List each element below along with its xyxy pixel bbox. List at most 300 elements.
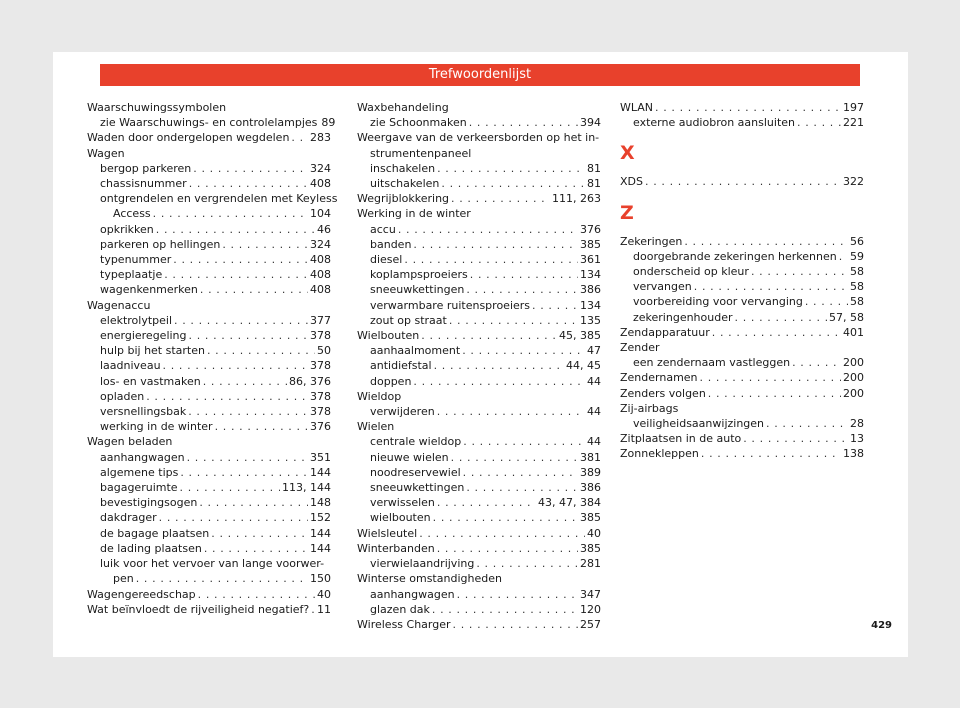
index-entry-term: verwarmbare ruitensproeiers — [370, 298, 531, 312]
dot-leader — [180, 465, 308, 480]
index-subheading: luik voor het vervoer van lange voorwer- — [100, 557, 325, 571]
index-entry — [357, 617, 601, 632]
index-entry-page: 44 — [587, 405, 601, 419]
dot-leader — [434, 358, 564, 373]
index-entry-term: Winterbanden — [357, 541, 435, 555]
dot-leader — [199, 495, 308, 510]
index-entry-term: Wagengereedschap — [87, 587, 196, 601]
index-entry-page: 283 — [310, 131, 331, 145]
index-entry — [620, 234, 864, 249]
index-entry — [87, 404, 331, 419]
dot-leader — [684, 234, 848, 249]
index-entry-page: 200 — [843, 386, 864, 400]
index-entry-term: werking in de winter — [100, 420, 213, 434]
index-entry-page: 347 — [580, 587, 601, 601]
index-subheading: strumentenpaneel — [370, 146, 472, 160]
index-entry — [357, 480, 601, 495]
dot-leader — [441, 176, 585, 191]
index-entry-term: aanhangwagen — [100, 450, 185, 464]
index-entry-term: antidiefstal — [370, 359, 432, 373]
dot-leader — [189, 176, 308, 191]
index-entry-page: 56 — [850, 234, 864, 248]
index-heading: Wagen beladen — [87, 435, 173, 449]
index-entry-term: Wat beïnvloedt de rijveiligheid negatief? — [87, 602, 310, 616]
index-entry-term: typeplaatje — [100, 268, 163, 282]
index-entry-page: 134 — [580, 268, 601, 282]
dot-leader — [204, 541, 308, 556]
index-column-3 — [620, 100, 864, 462]
dot-leader — [735, 310, 827, 325]
dot-leader — [700, 370, 841, 385]
index-entry-page: 408 — [310, 253, 331, 267]
index-entry — [357, 374, 601, 389]
index-entry — [357, 161, 601, 176]
dot-leader — [173, 252, 308, 267]
index-entry-term: hulp bij het starten — [100, 344, 205, 358]
index-entry — [357, 404, 601, 419]
dot-leader — [470, 267, 578, 282]
index-entry-term: Zekeringen — [620, 234, 683, 248]
index-entry-term: Wielsleutel — [357, 526, 418, 540]
index-entry-page: 394 — [580, 116, 601, 130]
index-entry-term: de bagage plaatsen — [100, 526, 210, 540]
index-entry-term: onderscheid op kleur — [633, 265, 749, 279]
index-entry-term: opkrikken — [100, 222, 154, 236]
index-entry — [87, 267, 331, 282]
dot-leader — [437, 404, 585, 419]
index-entry — [87, 526, 331, 541]
index-heading: Zender — [620, 341, 660, 355]
index-entry — [620, 431, 864, 446]
dot-leader — [174, 313, 308, 328]
index-entry-term: typenummer — [100, 253, 172, 267]
dot-leader — [462, 343, 585, 358]
dot-leader — [645, 174, 841, 189]
dot-leader — [188, 404, 308, 419]
index-entry — [87, 510, 331, 525]
dot-leader — [437, 541, 578, 556]
index-entry-term: XDS — [620, 175, 643, 189]
index-entry-page: 351 — [310, 450, 331, 464]
index-entry-page: 44 — [587, 374, 601, 388]
index-entry-page: 135 — [580, 313, 601, 327]
index-entry-page: 45, 385 — [559, 329, 601, 343]
index-subheading: ontgrendelen en vergrendelen met Keyless — [100, 192, 338, 206]
dot-leader — [701, 446, 841, 461]
index-entry-page: 152 — [310, 511, 331, 525]
index-entry-term: doorgebrande zekeringen herkennen — [633, 249, 837, 263]
index-entry-page: 144 — [310, 541, 331, 555]
dot-leader — [457, 587, 578, 602]
dot-leader — [421, 328, 557, 343]
index-entry — [357, 222, 601, 237]
index-entry — [357, 434, 601, 449]
index-entry — [620, 249, 864, 264]
page-number: 429 — [871, 620, 892, 631]
index-entry-page: 401 — [843, 325, 864, 339]
index-entry-term: Zendapparatuur — [620, 325, 710, 339]
index-entry-term: aanhaalmoment — [370, 344, 461, 358]
index-heading: Waarschuwingssymbolen — [87, 101, 227, 114]
index-entry-page: 378 — [310, 359, 331, 373]
index-entry-page: 81 — [587, 161, 601, 175]
dot-leader — [839, 249, 848, 264]
dot-leader — [189, 328, 308, 343]
index-entry — [87, 130, 331, 145]
index-entry — [87, 358, 331, 373]
index-entry-term: Waden door ondergelopen wegdelen — [87, 131, 290, 145]
dot-leader — [163, 358, 308, 373]
dot-leader — [413, 374, 585, 389]
dot-leader — [797, 115, 841, 130]
index-entry-term: een zendernaam vastleggen — [633, 356, 791, 370]
index-entry — [620, 325, 864, 340]
dot-leader — [451, 450, 578, 465]
index-entry-page: 378 — [310, 405, 331, 419]
index-entry-page: 378 — [310, 389, 331, 403]
index-entry-page: 47 — [587, 344, 601, 358]
dot-leader — [419, 526, 585, 541]
dot-leader — [466, 282, 578, 297]
index-entry-page: 148 — [310, 496, 331, 510]
index-entry-page: 111, 263 — [552, 192, 601, 206]
index-entry — [357, 465, 601, 480]
index-entry-page: 324 — [310, 161, 331, 175]
index-entry-page: 378 — [310, 329, 331, 343]
index-entry — [620, 310, 864, 325]
dot-leader — [203, 374, 287, 389]
index-column-2 — [357, 100, 601, 632]
dot-leader — [198, 587, 315, 602]
index-entry-term: nieuwe wielen — [370, 450, 449, 464]
index-entry-term: Wegrijblokkering — [357, 192, 450, 206]
index-entry-term: veiligheidsaanwijzingen — [633, 417, 765, 431]
index-heading: Wagen — [87, 146, 125, 160]
dot-leader — [463, 465, 578, 480]
index-entry-page: 89 — [321, 116, 336, 130]
index-entry-term: elektrolytpeil — [100, 313, 173, 327]
dot-leader — [193, 161, 308, 176]
index-entry-term: los- en vastmaken — [100, 374, 201, 388]
index-heading: Zij-airbags — [620, 401, 679, 415]
index-entry-term: Zitplaatsen in de auto — [620, 432, 742, 446]
dot-leader — [766, 416, 848, 431]
index-heading: Wagenaccu — [87, 298, 151, 312]
index-column-1 — [87, 100, 338, 617]
index-entry-term: externe audiobron aansluiten — [633, 116, 795, 130]
index-entry-term: uitschakelen — [370, 177, 440, 191]
index-entry — [87, 419, 331, 434]
index-heading: Werking in de winter — [357, 207, 471, 221]
index-entry-page: 44, 45 — [566, 359, 601, 373]
index-entry-page: 57, 58 — [829, 310, 864, 324]
index-entry-page: 322 — [843, 175, 864, 189]
index-entry-page: 385 — [580, 541, 601, 555]
index-entry-page: 200 — [843, 371, 864, 385]
index-entry-page: 11 — [317, 602, 331, 616]
index-entry — [620, 100, 864, 115]
index-entry — [87, 495, 331, 510]
index-entry-page: 113, 144 — [282, 481, 331, 495]
index-entry — [87, 161, 331, 176]
index-entry — [87, 176, 331, 191]
index-entry-page: 43, 47, 384 — [538, 496, 601, 510]
index-entry — [87, 206, 331, 221]
index-entry-page: 386 — [580, 283, 601, 297]
dot-leader — [463, 434, 585, 449]
index-entry-page: 138 — [843, 447, 864, 461]
index-entry-term: Wielbouten — [357, 329, 420, 343]
index-entry-term: zekeringenhouder — [633, 310, 733, 324]
index-letter-heading: X — [620, 142, 635, 165]
index-entry — [620, 386, 864, 401]
dot-leader — [207, 343, 315, 358]
dot-leader — [432, 602, 578, 617]
index-entry — [357, 267, 601, 282]
dot-leader — [291, 130, 308, 145]
index-entry — [87, 602, 331, 617]
index-entry-term: bagageruimte — [100, 481, 178, 495]
dot-leader — [136, 571, 308, 586]
index-entry-term: wagenkenmerken — [100, 283, 198, 297]
index-entry — [357, 328, 601, 343]
index-entry — [87, 571, 331, 586]
index-entry-term: opladen — [100, 389, 145, 403]
index-heading: Waxbehandeling — [357, 101, 449, 114]
index-entry — [87, 282, 331, 297]
index-entry-term: dakdrager — [100, 511, 157, 525]
index-entry — [357, 526, 601, 541]
index-page — [53, 52, 908, 657]
index-entry-term: sneeuwkettingen — [370, 283, 465, 297]
index-entry — [620, 416, 864, 431]
index-entry-term: accu — [370, 222, 396, 236]
index-heading: Weergave van de verkeersborden op het in- — [357, 131, 600, 145]
index-entry-page: 376 — [310, 420, 331, 434]
dot-leader — [398, 222, 578, 237]
index-entry-term: pen — [113, 572, 134, 586]
index-entry-term: laadniveau — [100, 359, 161, 373]
index-letter-heading: Z — [620, 201, 634, 224]
index-entry — [357, 450, 601, 465]
index-entry-page: 257 — [580, 617, 601, 631]
index-entry-term: Wireless Charger — [357, 617, 451, 631]
dot-leader — [792, 355, 841, 370]
index-entry-page: 86, 376 — [289, 374, 331, 388]
index-entry-page: 44 — [587, 435, 601, 449]
dot-leader — [404, 252, 578, 267]
index-entry-term: inschakelen — [370, 161, 436, 175]
index-heading: Wieldop — [357, 389, 402, 403]
dot-leader — [466, 480, 578, 495]
index-entry — [620, 115, 864, 130]
index-entry-page: 104 — [310, 207, 331, 221]
index-entry — [357, 510, 601, 525]
index-entry-page: 381 — [580, 450, 601, 464]
index-entry — [87, 480, 331, 495]
index-entry — [87, 541, 331, 556]
index-entry-term: bevestigingsogen — [100, 496, 198, 510]
dot-leader — [413, 237, 578, 252]
index-entry-page: 200 — [843, 356, 864, 370]
index-entry-page: 408 — [310, 177, 331, 191]
dot-leader — [153, 206, 308, 221]
index-entry-term: zie Schoonmaken — [370, 116, 467, 130]
index-entry-term: diesel — [370, 253, 403, 267]
index-entry — [620, 370, 864, 385]
index-entry-page: 58 — [850, 265, 864, 279]
dot-leader — [751, 264, 848, 279]
index-entry-term: doppen — [370, 374, 412, 388]
index-entry-page: 377 — [310, 313, 331, 327]
index-entry — [620, 279, 864, 294]
index-entry — [620, 264, 864, 279]
index-entry-term: Zendernamen — [620, 371, 698, 385]
dot-leader — [453, 617, 578, 632]
index-entry-term: verwisselen — [370, 496, 435, 510]
index-entry-term: centrale wieldop — [370, 435, 462, 449]
index-entry-page: 59 — [850, 249, 864, 263]
index-entry — [357, 252, 601, 267]
index-entry-term: glazen dak — [370, 602, 430, 616]
index-entry — [620, 446, 864, 461]
index-entry — [357, 237, 601, 252]
index-entry — [87, 389, 331, 404]
index-entry-term: Zenders volgen — [620, 386, 706, 400]
index-entry-page: 408 — [310, 268, 331, 282]
index-entry-term: banden — [370, 237, 412, 251]
index-entry — [87, 374, 331, 389]
index-entry — [87, 237, 331, 252]
index-entry-term: wielbouten — [370, 511, 431, 525]
index-entry-page: 408 — [310, 283, 331, 297]
index-heading: Winterse omstandigheden — [357, 572, 502, 586]
dot-leader — [159, 510, 308, 525]
dot-leader — [449, 313, 578, 328]
index-entry-term: sneeuwkettingen — [370, 481, 465, 495]
section-header: Trefwoordenlijst — [100, 64, 860, 86]
index-entry-term: versnellingsbak — [100, 405, 187, 419]
index-heading: Wielen — [357, 420, 395, 434]
index-entry-page: 221 — [843, 116, 864, 130]
index-entry — [620, 174, 864, 189]
index-entry — [357, 358, 601, 373]
index-entry-page: 40 — [317, 587, 331, 601]
index-entry — [357, 176, 601, 191]
index-entry-term: zie Waarschuwings- en controlelampjes — [100, 116, 318, 130]
index-entry-page: 389 — [580, 465, 601, 479]
dot-leader — [708, 386, 841, 401]
dot-leader — [712, 325, 841, 340]
dot-leader — [164, 267, 308, 282]
index-entry-term: noodreservewiel — [370, 465, 461, 479]
dot-leader — [694, 279, 848, 294]
index-entry-page: 40 — [587, 526, 601, 540]
index-entry — [357, 298, 601, 313]
dot-leader — [180, 480, 280, 495]
index-entry-term: energieregeling — [100, 329, 187, 343]
dot-leader — [200, 282, 308, 297]
index-entry-page: 150 — [310, 572, 331, 586]
index-entry-page: 13 — [850, 432, 864, 446]
dot-leader — [476, 556, 578, 571]
index-entry — [357, 282, 601, 297]
index-entry — [87, 313, 331, 328]
index-entry-page: 58 — [850, 280, 864, 294]
index-entry-page: 120 — [580, 602, 601, 616]
index-entry-term: voorbereiding voor vervanging — [633, 295, 803, 309]
index-entry — [357, 313, 601, 328]
dot-leader — [437, 495, 536, 510]
index-entry — [87, 343, 331, 358]
index-entry-page: 144 — [310, 465, 331, 479]
dot-leader — [451, 191, 550, 206]
index-entry — [620, 355, 864, 370]
index-entry-term: vierwielaandrijving — [370, 557, 475, 571]
index-entry-page: 324 — [310, 237, 331, 251]
index-entry-page: 46 — [317, 222, 331, 236]
index-entry — [87, 222, 331, 237]
index-entry-term: WLAN — [620, 101, 654, 114]
dot-leader — [146, 389, 308, 404]
dot-leader — [215, 419, 308, 434]
dot-leader — [469, 115, 578, 130]
dot-leader — [655, 100, 841, 115]
index-entry-page: 376 — [580, 222, 601, 236]
index-entry — [87, 252, 331, 267]
index-entry-page: 385 — [580, 511, 601, 525]
dot-leader — [437, 161, 585, 176]
index-entry — [357, 556, 601, 571]
index-entry — [87, 465, 331, 480]
index-entry-page: 50 — [317, 344, 331, 358]
index-entry-page: 28 — [850, 417, 864, 431]
index-entry-page: 361 — [580, 253, 601, 267]
index-entry — [357, 495, 601, 510]
index-entry-page: 134 — [580, 298, 601, 312]
index-entry-term: vervangen — [633, 280, 692, 294]
dot-leader — [311, 602, 315, 617]
index-entry — [87, 587, 331, 602]
index-entry-term: zout op straat — [370, 313, 447, 327]
dot-leader — [222, 237, 308, 252]
index-entry-page: 281 — [580, 557, 601, 571]
index-entry-page: 144 — [310, 526, 331, 540]
index-entry-term: bergop parkeren — [100, 161, 192, 175]
index-entry-term: Access — [113, 207, 151, 221]
index-entry-term: aanhangwagen — [370, 587, 455, 601]
index-entry — [357, 343, 601, 358]
dot-leader — [156, 222, 315, 237]
index-entry-page: 197 — [843, 101, 864, 114]
dot-leader — [532, 298, 578, 313]
index-entry-term: verwijderen — [370, 405, 435, 419]
dot-leader — [743, 431, 848, 446]
index-entry — [357, 191, 601, 206]
index-entry — [87, 328, 331, 343]
index-entry-term: chassisnummer — [100, 177, 187, 191]
dot-leader — [805, 294, 848, 309]
index-entry-term: algemene tips — [100, 465, 179, 479]
index-entry-term: parkeren op hellingen — [100, 237, 221, 251]
index-entry — [357, 541, 601, 556]
index-entry — [357, 115, 601, 130]
dot-leader — [211, 526, 308, 541]
index-entry-page: 58 — [850, 295, 864, 309]
index-entry-page: 81 — [587, 177, 601, 191]
dot-leader — [433, 510, 578, 525]
index-entry — [87, 450, 331, 465]
